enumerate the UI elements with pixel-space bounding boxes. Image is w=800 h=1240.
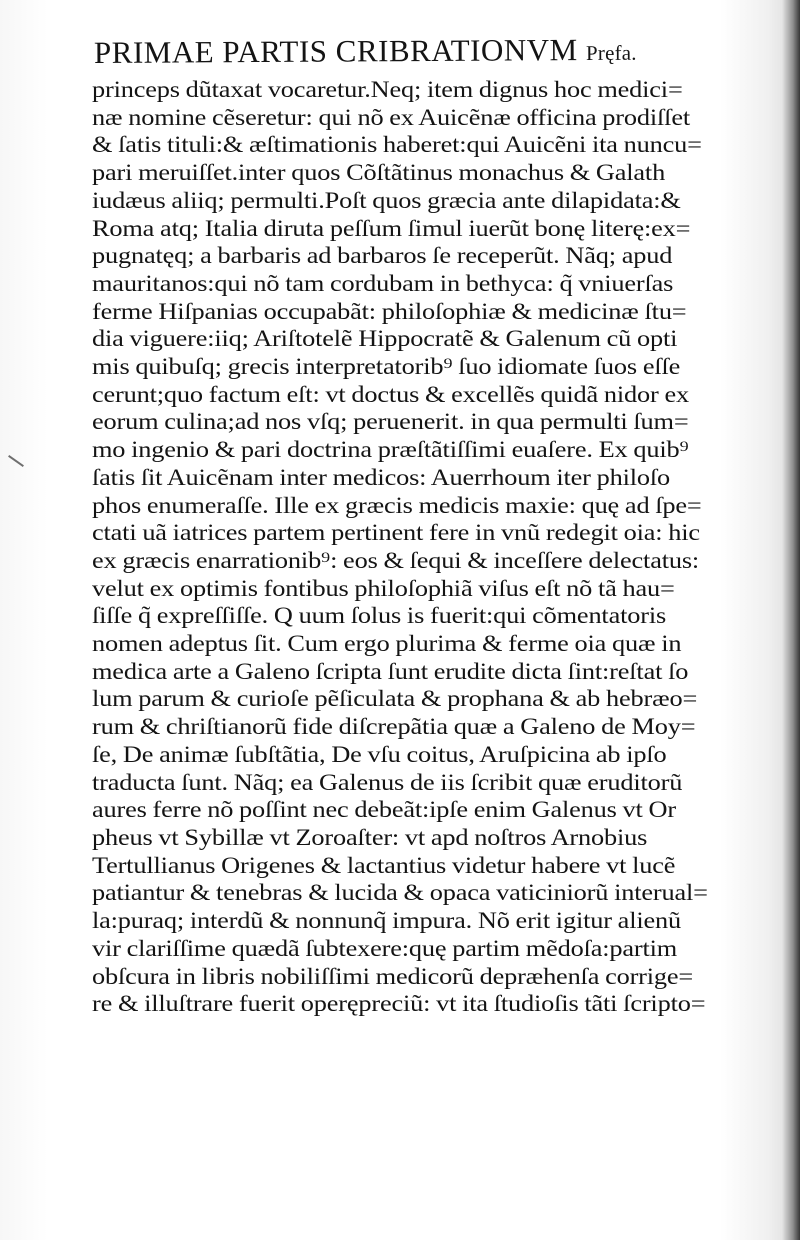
text-line: & ſatis tituli:& æſtimationis haberet:qui Auicẽni ita nuncu= bbox=[92, 132, 702, 159]
text-line: lum parum & curioſe pẽſiculata & prophana & ab hebræo= bbox=[92, 686, 698, 713]
ink-mark bbox=[8, 455, 24, 467]
text-line: ſiſſe q̃ expreſſiſſe. Q uum ſolus is fuerit:qui cõmentatoris bbox=[92, 603, 667, 630]
running-head-title: PRIMAE PARTIS CRIBRATIONVM bbox=[93, 32, 578, 70]
text-line: pheus vt Sybillæ vt Zoroaſter: vt apd noſtros Arnobius bbox=[92, 824, 648, 851]
text-line: ex græcis enarrationib⁹: eos & ſequi & inceſſere delectatus: bbox=[92, 547, 700, 574]
text-line: aures ferre nõ poſſint nec debeãt:ipſe enim Galenus vt Or bbox=[92, 797, 676, 824]
text-line: pari meruiſſet.inter quos Cõſtãtinus monachus & Galath bbox=[92, 160, 666, 187]
text-line: mis quibuſq; grecis interpretatorib⁹ ſuo idiomate ſuos eſſe bbox=[92, 354, 681, 381]
text-line: mauritanos:qui nõ tam cordubam in bethyca: q̃ vniuerſas bbox=[92, 270, 674, 297]
text-line: re & illuſtrare fuerit operępreciũ: vt ita ſtudioſis tãti ſcripto= bbox=[92, 991, 706, 1018]
text-line: obſcura in libris nobiliſſimi medicorũ depræhenſa corrige= bbox=[92, 963, 694, 990]
text-line: rum & chriſtianorũ fide diſcrepãtia quæ a Galeno de Moy= bbox=[92, 714, 696, 741]
text-line: ctati uã iatrices partem pertinent fere in vnũ redegit oia: hic bbox=[92, 520, 700, 547]
text-block bbox=[92, 32, 762, 1019]
text-line: princeps dũtaxat vocaretur.Neq; item dignus hoc medici= bbox=[92, 77, 683, 103]
text-line: pugnatęq; a barbaris ad barbaros ſe receperũt. Nãq; apud bbox=[92, 243, 673, 270]
text-line: dia viguere:iiq; Ariſtotelẽ Hippocratẽ & Galenum cũ opti bbox=[92, 326, 678, 353]
text-line: eorum culina;ad nos vſq; peruenerit. in qua permulti ſum= bbox=[92, 409, 689, 436]
text-line: traducta ſunt. Nãq; ea Galenus de iis ſcribit quæ eruditorũ bbox=[92, 769, 683, 796]
text-line: velut ex optimis fontibus philoſophiã viſus eſt nõ tã hau= bbox=[92, 575, 675, 602]
text-line: patiantur & tenebras & lucida & opaca vaticiniorũ interual= bbox=[92, 880, 708, 907]
text-line: la:puraq; interdũ & nonnunq̃ impura. Nõ erit igitur alienũ bbox=[92, 908, 681, 935]
running-head bbox=[94, 28, 762, 77]
text-line: iudæus aliiq; permulti.Poſt quos græcia ante dilapidata:& bbox=[92, 187, 681, 214]
text-line: Roma atq; Italia diruta peſſum ſimul iuerũt bonę literę:ex= bbox=[92, 215, 691, 242]
text-line: ferme Hiſpanias occupabãt: philoſophiæ & medicinæ ſtu= bbox=[92, 298, 687, 325]
text-line: cerunt;quo factum eſt: vt doctus & excellẽs quidã nidor ex bbox=[92, 381, 689, 408]
running-head-abbrev: Pręfa. bbox=[585, 40, 637, 65]
text-line: ſatis ſit Auicẽnam inter medicos: Auerrhoum iter philoſo bbox=[92, 464, 671, 491]
text-line: Tertullianus Origenes & lactantius videtur habere vt lucẽ bbox=[92, 852, 676, 879]
text-line: mo ingenio & pari doctrina præſtãtiſſimi euaſere. Ex quib⁹ bbox=[92, 437, 689, 464]
body-text bbox=[92, 77, 762, 1019]
text-line: næ nomine cẽseretur: qui nõ ex Auicẽnæ officina prodiſſet bbox=[92, 104, 690, 131]
text-line: phos enumeraſſe. Ille ex græcis medicis maxie: quę ad ſpe= bbox=[92, 492, 702, 519]
text-line: nomen adeptus ſit. Cum ergo plurima & ferme oia quæ in bbox=[92, 631, 682, 658]
text-line: vir clariſſime quædã ſubtexere:quę partim mẽdoſa:partim bbox=[92, 935, 678, 962]
text-line: medica arte a Galeno ſcripta ſunt erudite dicta ſint:reſtat ſo bbox=[92, 658, 689, 685]
text-line: ſe, De animæ ſubſtãtia, De vſu coitus, Aruſpicina ab ipſo bbox=[92, 741, 667, 768]
